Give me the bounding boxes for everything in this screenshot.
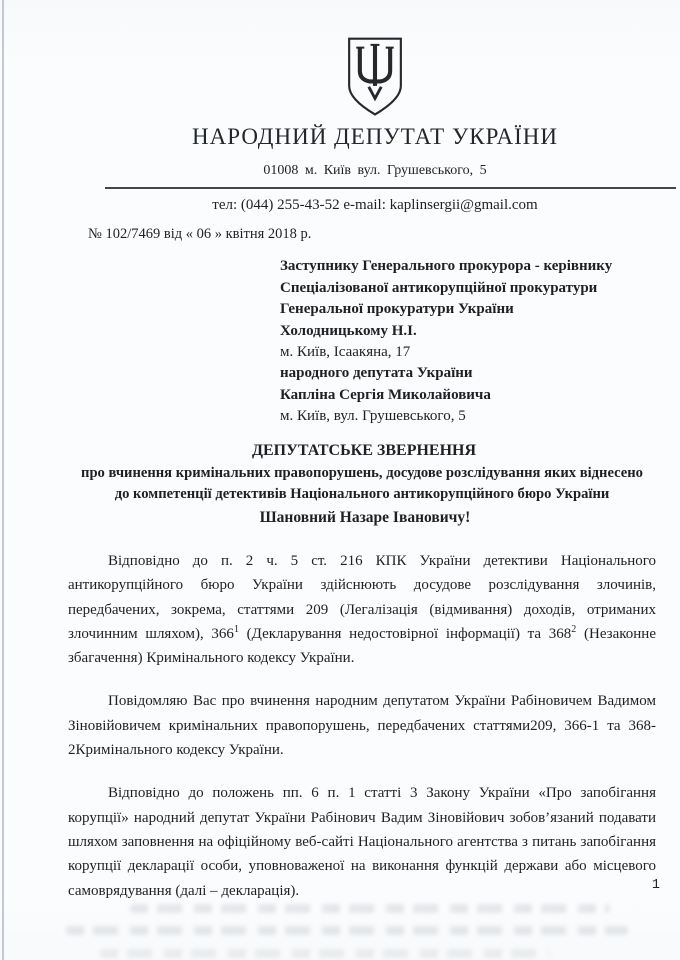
- recipient-line: Заступнику Генерального прокурора - керівнику: [280, 258, 613, 274]
- reference-number-line: № 102/7469 від « 06 » квітня 2018 р.: [88, 226, 312, 242]
- header-divider-line: [105, 187, 676, 189]
- paragraph-1-text: (Декларування недостовірної інформації) та 368: [238, 625, 572, 642]
- bleed-through-text-artifact: [66, 926, 628, 935]
- article-superscript: 2: [571, 623, 577, 635]
- page-number: 1: [651, 878, 660, 893]
- salutation: Шановний Назаре Івановичу!: [259, 509, 471, 526]
- scan-edge-artifact: [2, 0, 4, 960]
- organization-title: НАРОДНИЙ ДЕПУТАТ УКРАЇНИ: [192, 124, 558, 149]
- sender-block: [280, 363, 491, 428]
- sender-line: народного депутата України: [280, 365, 473, 381]
- paragraph-1-text: Відповідно до п. 2 ч. 5 ст. 216 КПК України детективи Національного антикорупційного бюро України здійснюють досудове розслідування злочинів, передбачених, зокрема, статтями 209 (Легалізація (відмивання) доходів, отриманих злочинним шляхом), 366: [68, 553, 656, 642]
- bleed-through-text-artifact: [100, 949, 550, 958]
- document-subtitle-line: про вчинення кримінальних правопорушень, досудове розслідування яких віднесено: [81, 465, 643, 481]
- article-superscript: 1: [233, 623, 239, 635]
- document-body: [68, 549, 656, 922]
- sender-address: м. Київ, вул. Грушевського, 5: [280, 408, 466, 424]
- recipient-line: Спеціалізованої антикорупційної прокуратури: [280, 279, 598, 296]
- recipient-address: м. Київ, Ісаакяна, 17: [280, 344, 411, 360]
- paragraph-3: Відповідно до положень пп. 6 п. 1 статті 3 Закону України «Про запобігання корупції» народний депутат України Рабінович Вадим Зіновійович зобов’язаний подавати шляхом заповнення на офіційному веб-сайті Національного агентства з питань запобігання корупції декларації особи, уповноваженої на виконання функцій держави або місцевого самоврядування (далі – декларація).: [68, 785, 656, 899]
- header-address: 01008 м. Київ вул. Грушевського, 5: [263, 163, 487, 178]
- recipient-name: Холодницькому Н.І.: [280, 322, 417, 339]
- document-title: ДЕПУТАТСЬКЕ ЗВЕРНЕННЯ: [251, 442, 477, 459]
- paragraph-2: Повідомляю Вас про вчинення народним депутатом України Рабіновичем Вадимом Зіновійовичем кримінальних правопорушень, передбачених статтями209, 366-1 та 368-2Кримінального кодексу України.: [68, 693, 656, 759]
- header-contact-line: тел: (044) 255-43-52 e-mail: kaplinsergii@gmail.com: [212, 197, 538, 213]
- paragraph-1-text: (Незаконне збагачення) Кримінального кодексу України.: [68, 625, 656, 667]
- bleed-through-text-artifact: [130, 904, 610, 913]
- document-subtitle-line: до компетенції детективів Національного антикорупційного бюро України: [114, 485, 610, 502]
- paragraph-1: [68, 549, 656, 670]
- recipient-line: Генеральної прокуратури України: [280, 301, 514, 317]
- document-subtitle: [56, 463, 668, 504]
- recipient-block: [280, 256, 612, 364]
- sender-name: Капліна Сергія Миколайовича: [280, 386, 491, 403]
- ukraine-trident-emblem-icon: [341, 36, 409, 118]
